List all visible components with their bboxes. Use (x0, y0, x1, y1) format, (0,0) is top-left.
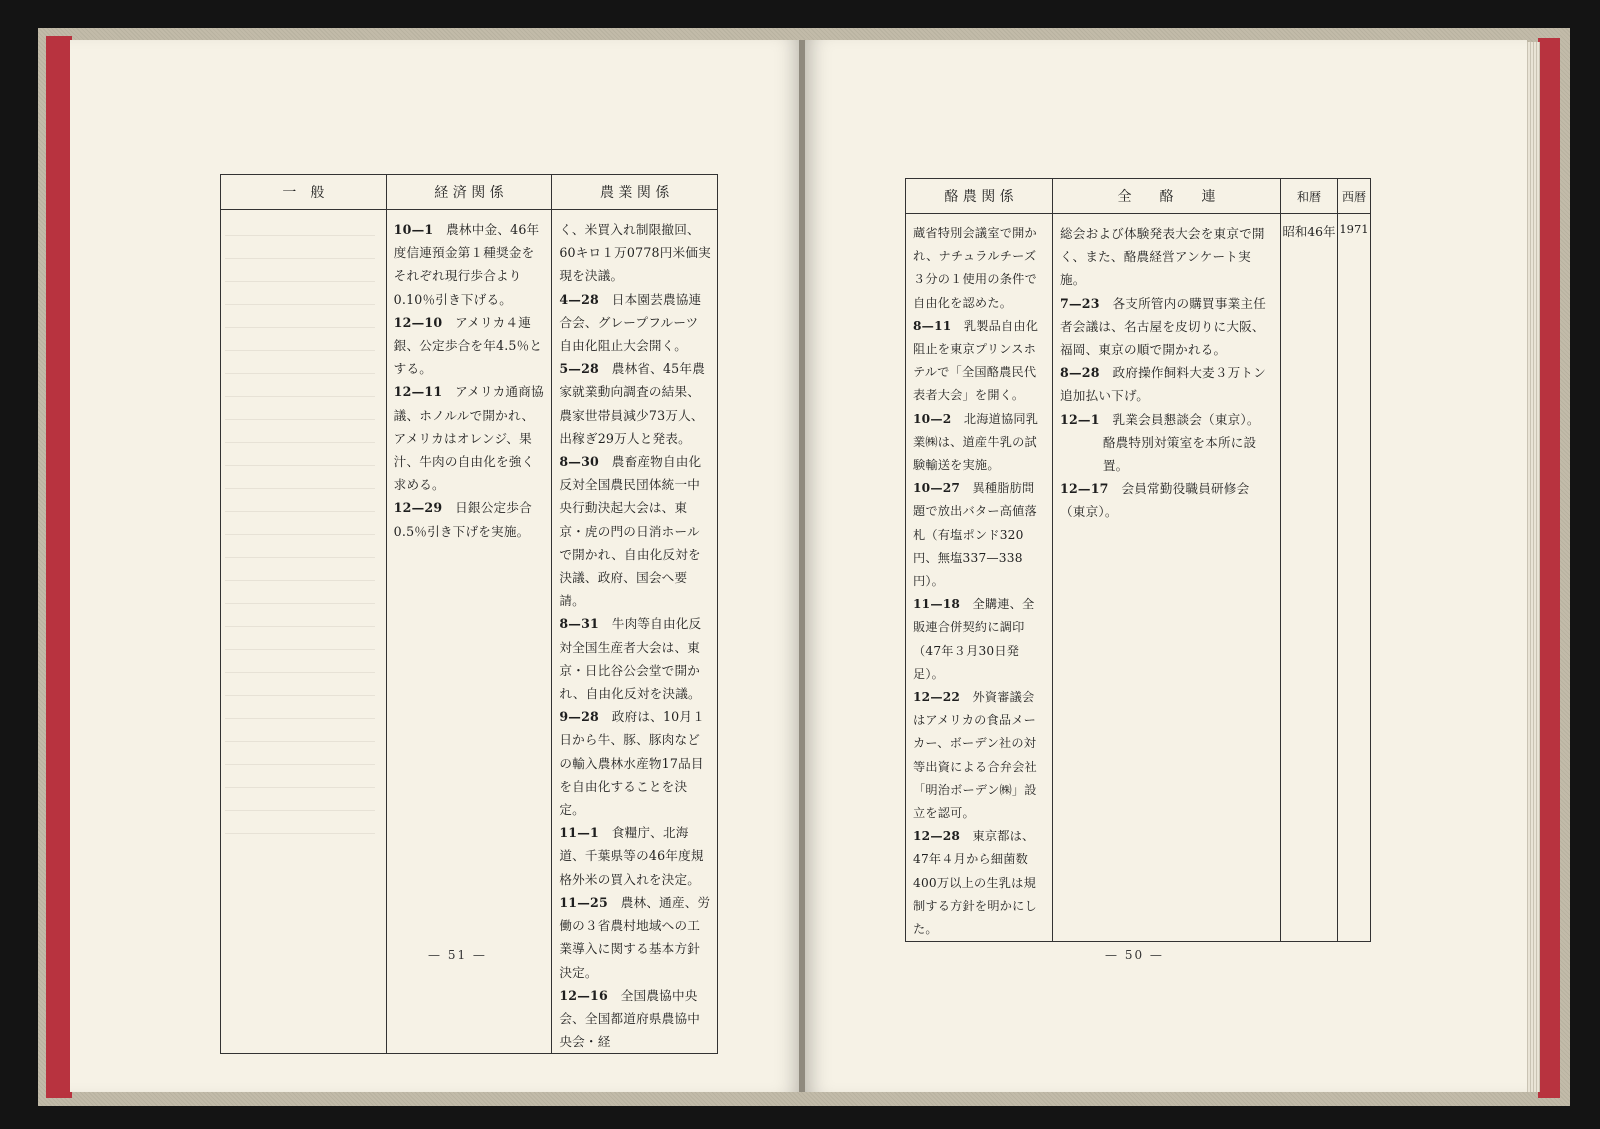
right-page (805, 40, 1527, 1092)
header-zenrakuren: 全 酪 連 (1053, 179, 1281, 214)
left-page (70, 40, 801, 1092)
zenrakuren-continuation: 総会および体験発表大会を東京で開く、また、酪農経営アンケート実施。 (1060, 226, 1265, 288)
economy-column (386, 210, 552, 1054)
agri-entry: 12—16 全国農協中央会、全国都道府県農協中央会・経 (559, 987, 701, 1050)
zenrakuren-entry: 7—23 各支所管内の購買事業主任者会議は、名古屋を皮切りに大阪、福岡、東京の順で開かれる。 (1060, 295, 1267, 358)
agri-entry: 4—28 日本園芸農協連合会、グレープフルーツ自由化阻止大会開く。 (559, 291, 702, 354)
bleed-through (225, 235, 375, 856)
header-economy: 経 済 関 係 (386, 175, 552, 210)
dairy-column (906, 214, 1053, 942)
zenrakuren-entry: 12—17 会員常勤役職員研修会（東京）。 (1060, 481, 1250, 520)
wareki-value: 昭和46年 (1282, 224, 1336, 239)
zenrakuren-entry: 12—1 乳業会員懇談会（東京）。 (1060, 411, 1260, 427)
agri-entry: 8—30 農畜産物自由化反対全国農民団体統一中央行動決起大会は、東京・虎の門の日消ホールで開かれ、自由化反対を決議、政府、国会へ要請。 (559, 454, 702, 609)
agri-entry: 9—28 政府は、10月１日から牛、豚、豚肉などの輸入農林水産物17品目を自由化することを決定。 (559, 709, 705, 818)
dairy-entry: 11—18 全購連、全販連合併契約に調印（47年３月30日発足）。 (913, 597, 1035, 681)
agri-entry: 11—25 農林、通産、労働の３省農村地域への工業導入に関する基本方針決定。 (559, 894, 711, 980)
page-number-left: — 51 — (428, 948, 487, 962)
zenrakuren-entry: 8—28 政府操作飼料大麦３万トン追加払い下げ。 (1060, 365, 1267, 404)
seireki-column (1338, 214, 1371, 942)
dairy-continuation: 蔵省特別会議室で開かれ、ナチュラルチーズ３分の１使用の条件で自由化を認めた。 (913, 226, 1037, 310)
header-seireki: 西暦 (1338, 179, 1371, 214)
wareki-column (1281, 214, 1338, 942)
dairy-entry: 10—27 異種脂肪問題で放出バター高値落札（有塩ポンド320円、無塩337—338円）。 (913, 481, 1037, 589)
header-dairy: 酪 農 関 係 (906, 179, 1053, 214)
economy-entry: 12—11 アメリカ通商協議、ホノルルで開かれ、アメリカはオレンジ、果汁、牛肉の自由化を強く求める。 (393, 384, 544, 493)
general-column (221, 210, 387, 1054)
zenrakuren-column (1053, 214, 1281, 942)
dairy-entry: 8—11 乳製品自由化阻止を東京プリンスホテルで「全国酪農民代表者大会」を開く。 (913, 318, 1039, 403)
spine-left (46, 36, 72, 1098)
agri-continuation: く、米買入れ制限撤回、60キロ１万0778円米価実現を決議。 (559, 222, 711, 284)
header-general: 一 般 (221, 175, 387, 210)
dairy-entry: 12—22 外資審議会はアメリカの食品メーカー、ボーデン社の対等出資による合弁会社「明治ボーデン㈱」設立を認可。 (913, 690, 1037, 821)
header-agriculture: 農 業 関 係 (552, 175, 718, 210)
left-chronology-table (220, 174, 718, 1054)
dairy-entry: 12—28 東京都は、47年４月から細菌数400万以上の生乳は規制する方針を明かにした。 (913, 829, 1037, 937)
economy-entry: 12—10 アメリカ４連銀、公定歩合を年4.5％とする。 (393, 314, 543, 377)
zenrakuren-entry: 酪農特別対策室を本所に設置。 (1102, 434, 1257, 474)
page-number-right: — 50 — (1105, 948, 1164, 962)
economy-entry: 10—1 農林中金、46年度信連預金第１種奨金をそれぞれ現行歩合より0.10％引き下げる。 (393, 222, 540, 307)
economy-entry: 12—29 日銀公定歩合0.5％引き下げを実施。 (393, 500, 532, 539)
right-chronology-table (905, 178, 1371, 942)
agri-entry: 5—28 農林省、45年農家就業動向調査の結果、農家世帯員減少73万人、出稼ぎ29万人と発表。 (559, 361, 705, 446)
seireki-value: 1971 (1339, 222, 1369, 236)
header-wareki: 和暦 (1281, 179, 1338, 214)
agri-entry: 8—31 牛肉等自由化反対全国生産者大会は、東京・日比谷公会堂で開かれ、自由化反対を決議。 (559, 616, 702, 702)
dairy-entry: 10—2 北海道協同乳業㈱は、道産牛乳の試験輸送を実施。 (913, 411, 1039, 473)
agri-entry: 11—1 食糧庁、北海道、千葉県等の46年度規格外米の買入れを決定。 (559, 825, 704, 887)
agriculture-column (552, 210, 718, 1054)
spine-right (1538, 38, 1560, 1098)
